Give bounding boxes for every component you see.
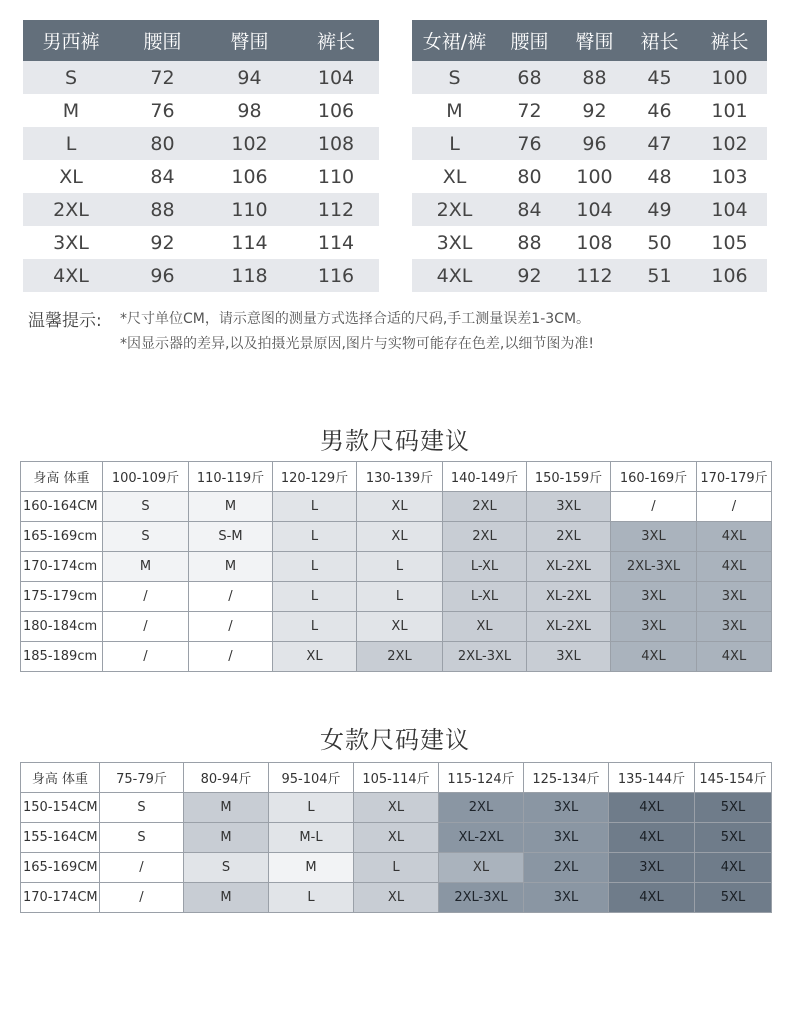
women-size-cell: L <box>412 127 497 160</box>
women-header-waist: 腰围 <box>497 20 562 61</box>
women-rec-cell: XL <box>354 823 439 853</box>
men-size-header-row <box>23 20 379 61</box>
men-rec-height-label: 170-174cm <box>21 552 103 582</box>
men-size-cell: 72 <box>119 61 206 94</box>
women-size-row <box>412 94 767 127</box>
men-rec-cell: 2XL-3XL <box>611 552 697 582</box>
women-rec-cell: 4XL <box>609 793 695 823</box>
men-size-row <box>23 61 379 94</box>
women-rec-cell: 5XL <box>695 883 772 913</box>
women-rec-cell: 4XL <box>609 883 695 913</box>
women-size-cell: 108 <box>562 226 627 259</box>
men-rec-cell: 2XL <box>443 492 527 522</box>
note-line-1: *尺寸单位CM，请示意图的测量方式选择合适的尺码,手工测量误差1-3CM。 <box>120 311 591 327</box>
women-rec-row <box>21 823 772 853</box>
men-rec-weight-header: 170-179斤 <box>697 462 772 492</box>
men-header-length: 裤长 <box>293 20 379 61</box>
women-rec-corner: 身高 体重 <box>21 763 100 793</box>
men-rec-cell: S <box>103 492 189 522</box>
men-size-cell: 92 <box>119 226 206 259</box>
men-rec-height-label: 185-189cm <box>21 642 103 672</box>
men-rec-height-label: 160-164CM <box>21 492 103 522</box>
men-rec-weight-header: 130-139斤 <box>357 462 443 492</box>
men-size-row <box>23 94 379 127</box>
women-rec-weight-header: 135-144斤 <box>609 763 695 793</box>
women-rec-cell: 4XL <box>695 853 772 883</box>
men-rec-cell: 3XL <box>697 582 772 612</box>
women-size-cell: 50 <box>627 226 692 259</box>
men-rec-cell: L-XL <box>443 552 527 582</box>
women-rec-height-label: 150-154CM <box>21 793 100 823</box>
women-rec-cell: 3XL <box>524 883 609 913</box>
women-size-cell: 2XL <box>412 193 497 226</box>
men-rec-cell: / <box>103 612 189 642</box>
women-rec-cell: L <box>269 883 354 913</box>
women-rec-cell: 2XL-3XL <box>439 883 524 913</box>
women-rec-cell: M <box>269 853 354 883</box>
men-rec-cell: XL <box>357 492 443 522</box>
women-rec-cell: M-L <box>269 823 354 853</box>
men-rec-corner: 身高 体重 <box>21 462 103 492</box>
men-rec-cell: / <box>103 642 189 672</box>
women-rec-row <box>21 853 772 883</box>
men-size-cell: 84 <box>119 160 206 193</box>
men-rec-height-label: 180-184cm <box>21 612 103 642</box>
men-rec-cell: / <box>189 642 273 672</box>
men-size-cell: 108 <box>293 127 379 160</box>
men-rec-cell: / <box>189 582 273 612</box>
women-rec-cell: 2XL <box>524 853 609 883</box>
men-size-cell: 3XL <box>23 226 119 259</box>
men-rec-cell: L <box>273 492 357 522</box>
men-size-cell: 114 <box>293 226 379 259</box>
women-rec-cell: XL-2XL <box>439 823 524 853</box>
women-header-skirt-length: 裙长 <box>627 20 692 61</box>
women-rec-cell: M <box>184 793 269 823</box>
women-size-cell: 88 <box>497 226 562 259</box>
men-size-cell: 104 <box>293 61 379 94</box>
women-size-cell: M <box>412 94 497 127</box>
men-rec-row <box>21 642 772 672</box>
men-rec-cell: 3XL <box>697 612 772 642</box>
women-size-cell: 46 <box>627 94 692 127</box>
women-rec-cell: 3XL <box>609 853 695 883</box>
men-rec-cell: 2XL-3XL <box>443 642 527 672</box>
men-rec-height-label: 175-179cm <box>21 582 103 612</box>
women-rec-cell: M <box>184 883 269 913</box>
men-rec-cell: 4XL <box>697 522 772 552</box>
men-rec-row <box>21 552 772 582</box>
women-rec-cell: 4XL <box>609 823 695 853</box>
men-rec-cell: XL-2XL <box>527 612 611 642</box>
men-size-cell: S <box>23 61 119 94</box>
men-rec-cell: XL <box>273 642 357 672</box>
men-rec-cell: L-XL <box>443 582 527 612</box>
women-rec-cell: XL <box>354 883 439 913</box>
women-rec-weight-header: 125-134斤 <box>524 763 609 793</box>
men-size-cell: 116 <box>293 259 379 292</box>
women-rec-header-row <box>21 763 772 793</box>
women-rec-cell: 5XL <box>695 793 772 823</box>
women-size-cell: 100 <box>562 160 627 193</box>
men-rec-cell: XL <box>357 522 443 552</box>
women-rec-height-label: 170-174CM <box>21 883 100 913</box>
women-rec-cell: XL <box>439 853 524 883</box>
women-rec-height-label: 155-164CM <box>21 823 100 853</box>
men-size-cell: 106 <box>206 160 293 193</box>
men-rec-cell: XL <box>357 612 443 642</box>
women-size-cell: 92 <box>562 94 627 127</box>
women-size-cell: 101 <box>692 94 767 127</box>
men-rec-weight-header: 110-119斤 <box>189 462 273 492</box>
men-rec-cell: XL <box>443 612 527 642</box>
women-rec-weight-header: 80-94斤 <box>184 763 269 793</box>
women-size-cell: 72 <box>497 94 562 127</box>
men-size-row <box>23 160 379 193</box>
men-rec-cell: M <box>189 552 273 582</box>
men-size-cell: 110 <box>293 160 379 193</box>
women-size-cell: 104 <box>692 193 767 226</box>
men-size-row <box>23 259 379 292</box>
men-size-cell: 110 <box>206 193 293 226</box>
men-rec-cell: L <box>357 582 443 612</box>
men-rec-cell: L <box>273 612 357 642</box>
men-size-row <box>23 226 379 259</box>
women-size-cell: 84 <box>497 193 562 226</box>
men-rec-cell: 4XL <box>697 642 772 672</box>
men-rec-weight-header: 140-149斤 <box>443 462 527 492</box>
women-size-cell: 100 <box>692 61 767 94</box>
women-size-row <box>412 226 767 259</box>
women-rec-cell: / <box>100 853 184 883</box>
men-rec-cell: L <box>273 582 357 612</box>
men-header-name: 男西裤 <box>23 20 119 61</box>
men-rec-cell: 3XL <box>527 642 611 672</box>
women-header-pant-length: 裤长 <box>692 20 767 61</box>
men-size-cell: 106 <box>293 94 379 127</box>
women-size-cell: 103 <box>692 160 767 193</box>
men-rec-cell: M <box>103 552 189 582</box>
women-rec-cell: L <box>269 793 354 823</box>
women-rec-cell: / <box>100 883 184 913</box>
men-rec-cell: 3XL <box>611 612 697 642</box>
women-size-cell: 76 <box>497 127 562 160</box>
men-rec-weight-header: 150-159斤 <box>527 462 611 492</box>
men-rec-cell: L <box>273 552 357 582</box>
men-rec-cell: 4XL <box>611 642 697 672</box>
women-size-row <box>412 259 767 292</box>
women-rec-title: 女款尺码建议 <box>320 726 470 754</box>
men-rec-weight-header: 120-129斤 <box>273 462 357 492</box>
women-rec-cell: S <box>100 823 184 853</box>
men-rec-cell: L <box>357 552 443 582</box>
women-size-cell: 45 <box>627 61 692 94</box>
men-rec-cell: L <box>273 522 357 552</box>
women-rec-height-label: 165-169CM <box>21 853 100 883</box>
women-size-row <box>412 160 767 193</box>
women-size-cell: 49 <box>627 193 692 226</box>
women-rec-weight-header: 75-79斤 <box>100 763 184 793</box>
women-size-cell: 68 <box>497 61 562 94</box>
women-rec-cell: S <box>100 793 184 823</box>
women-size-cell: 51 <box>627 259 692 292</box>
men-rec-cell: 3XL <box>611 582 697 612</box>
men-header-hip: 臀围 <box>206 20 293 61</box>
women-rec-cell: L <box>354 853 439 883</box>
men-size-cell: XL <box>23 160 119 193</box>
men-size-cell: 118 <box>206 259 293 292</box>
men-size-cell: 96 <box>119 259 206 292</box>
men-rec-cell: XL-2XL <box>527 552 611 582</box>
men-size-cell: 114 <box>206 226 293 259</box>
women-size-row <box>412 61 767 94</box>
women-rec-weight-header: 95-104斤 <box>269 763 354 793</box>
women-rec-cell: 2XL <box>439 793 524 823</box>
men-size-cell: 76 <box>119 94 206 127</box>
men-size-cell: 94 <box>206 61 293 94</box>
women-size-cell: 102 <box>692 127 767 160</box>
women-size-cell: 48 <box>627 160 692 193</box>
men-rec-weight-header: 100-109斤 <box>103 462 189 492</box>
women-size-cell: S <box>412 61 497 94</box>
women-size-cell: 4XL <box>412 259 497 292</box>
women-rec-table <box>20 762 772 913</box>
men-rec-row <box>21 612 772 642</box>
men-size-cell: 2XL <box>23 193 119 226</box>
women-size-row <box>412 127 767 160</box>
women-rec-weight-header: 145-154斤 <box>695 763 772 793</box>
men-rec-cell: 2XL <box>527 522 611 552</box>
notes-label: 温馨提示: <box>28 311 102 331</box>
women-size-cell: 105 <box>692 226 767 259</box>
women-rec-cell: XL <box>354 793 439 823</box>
men-rec-cell: / <box>189 612 273 642</box>
women-size-cell: 92 <box>497 259 562 292</box>
women-size-row <box>412 193 767 226</box>
men-header-waist: 腰围 <box>119 20 206 61</box>
men-size-cell: M <box>23 94 119 127</box>
women-rec-cell: M <box>184 823 269 853</box>
men-rec-row <box>21 522 772 552</box>
women-header-hip: 臀围 <box>562 20 627 61</box>
men-rec-cell: XL-2XL <box>527 582 611 612</box>
women-rec-cell: 3XL <box>524 823 609 853</box>
men-rec-cell: / <box>611 492 697 522</box>
women-rec-row <box>21 883 772 913</box>
women-rec-cell: S <box>184 853 269 883</box>
women-rec-row <box>21 793 772 823</box>
men-rec-row <box>21 492 772 522</box>
men-size-cell: 112 <box>293 193 379 226</box>
men-rec-cell: S-M <box>189 522 273 552</box>
men-size-cell: 102 <box>206 127 293 160</box>
men-size-cell: 80 <box>119 127 206 160</box>
men-rec-cell: / <box>103 582 189 612</box>
men-size-cell: 4XL <box>23 259 119 292</box>
women-rec-weight-header: 115-124斤 <box>439 763 524 793</box>
men-rec-row <box>21 582 772 612</box>
men-size-row <box>23 193 379 226</box>
men-rec-cell: 4XL <box>697 552 772 582</box>
note-line-2: *因显示器的差异,以及拍摄光景原因,图片与实物可能存在色差,以细节图为准! <box>120 336 594 352</box>
men-rec-cell: 3XL <box>611 522 697 552</box>
men-size-cell: 98 <box>206 94 293 127</box>
men-rec-header-row <box>21 462 772 492</box>
women-size-cell: 80 <box>497 160 562 193</box>
women-size-cell: 88 <box>562 61 627 94</box>
men-rec-table <box>20 461 772 672</box>
women-size-cell: 47 <box>627 127 692 160</box>
women-size-cell: 112 <box>562 259 627 292</box>
men-rec-height-label: 165-169cm <box>21 522 103 552</box>
women-header-name: 女裙/裤 <box>412 20 497 61</box>
men-rec-cell: / <box>697 492 772 522</box>
men-size-row <box>23 127 379 160</box>
women-size-header-row <box>412 20 767 61</box>
women-rec-cell: 5XL <box>695 823 772 853</box>
men-rec-cell: 3XL <box>527 492 611 522</box>
men-rec-cell: S <box>103 522 189 552</box>
men-size-table <box>23 20 379 292</box>
women-size-cell: 96 <box>562 127 627 160</box>
women-rec-weight-header: 105-114斤 <box>354 763 439 793</box>
women-size-cell: XL <box>412 160 497 193</box>
women-size-cell: 104 <box>562 193 627 226</box>
men-size-cell: 88 <box>119 193 206 226</box>
men-rec-cell: 2XL <box>357 642 443 672</box>
women-size-cell: 3XL <box>412 226 497 259</box>
men-rec-weight-header: 160-169斤 <box>611 462 697 492</box>
men-rec-cell: M <box>189 492 273 522</box>
men-size-cell: L <box>23 127 119 160</box>
men-rec-title: 男款尺码建议 <box>320 427 470 455</box>
women-size-cell: 106 <box>692 259 767 292</box>
women-rec-cell: 3XL <box>524 793 609 823</box>
women-size-table <box>412 20 767 292</box>
men-rec-cell: 2XL <box>443 522 527 552</box>
